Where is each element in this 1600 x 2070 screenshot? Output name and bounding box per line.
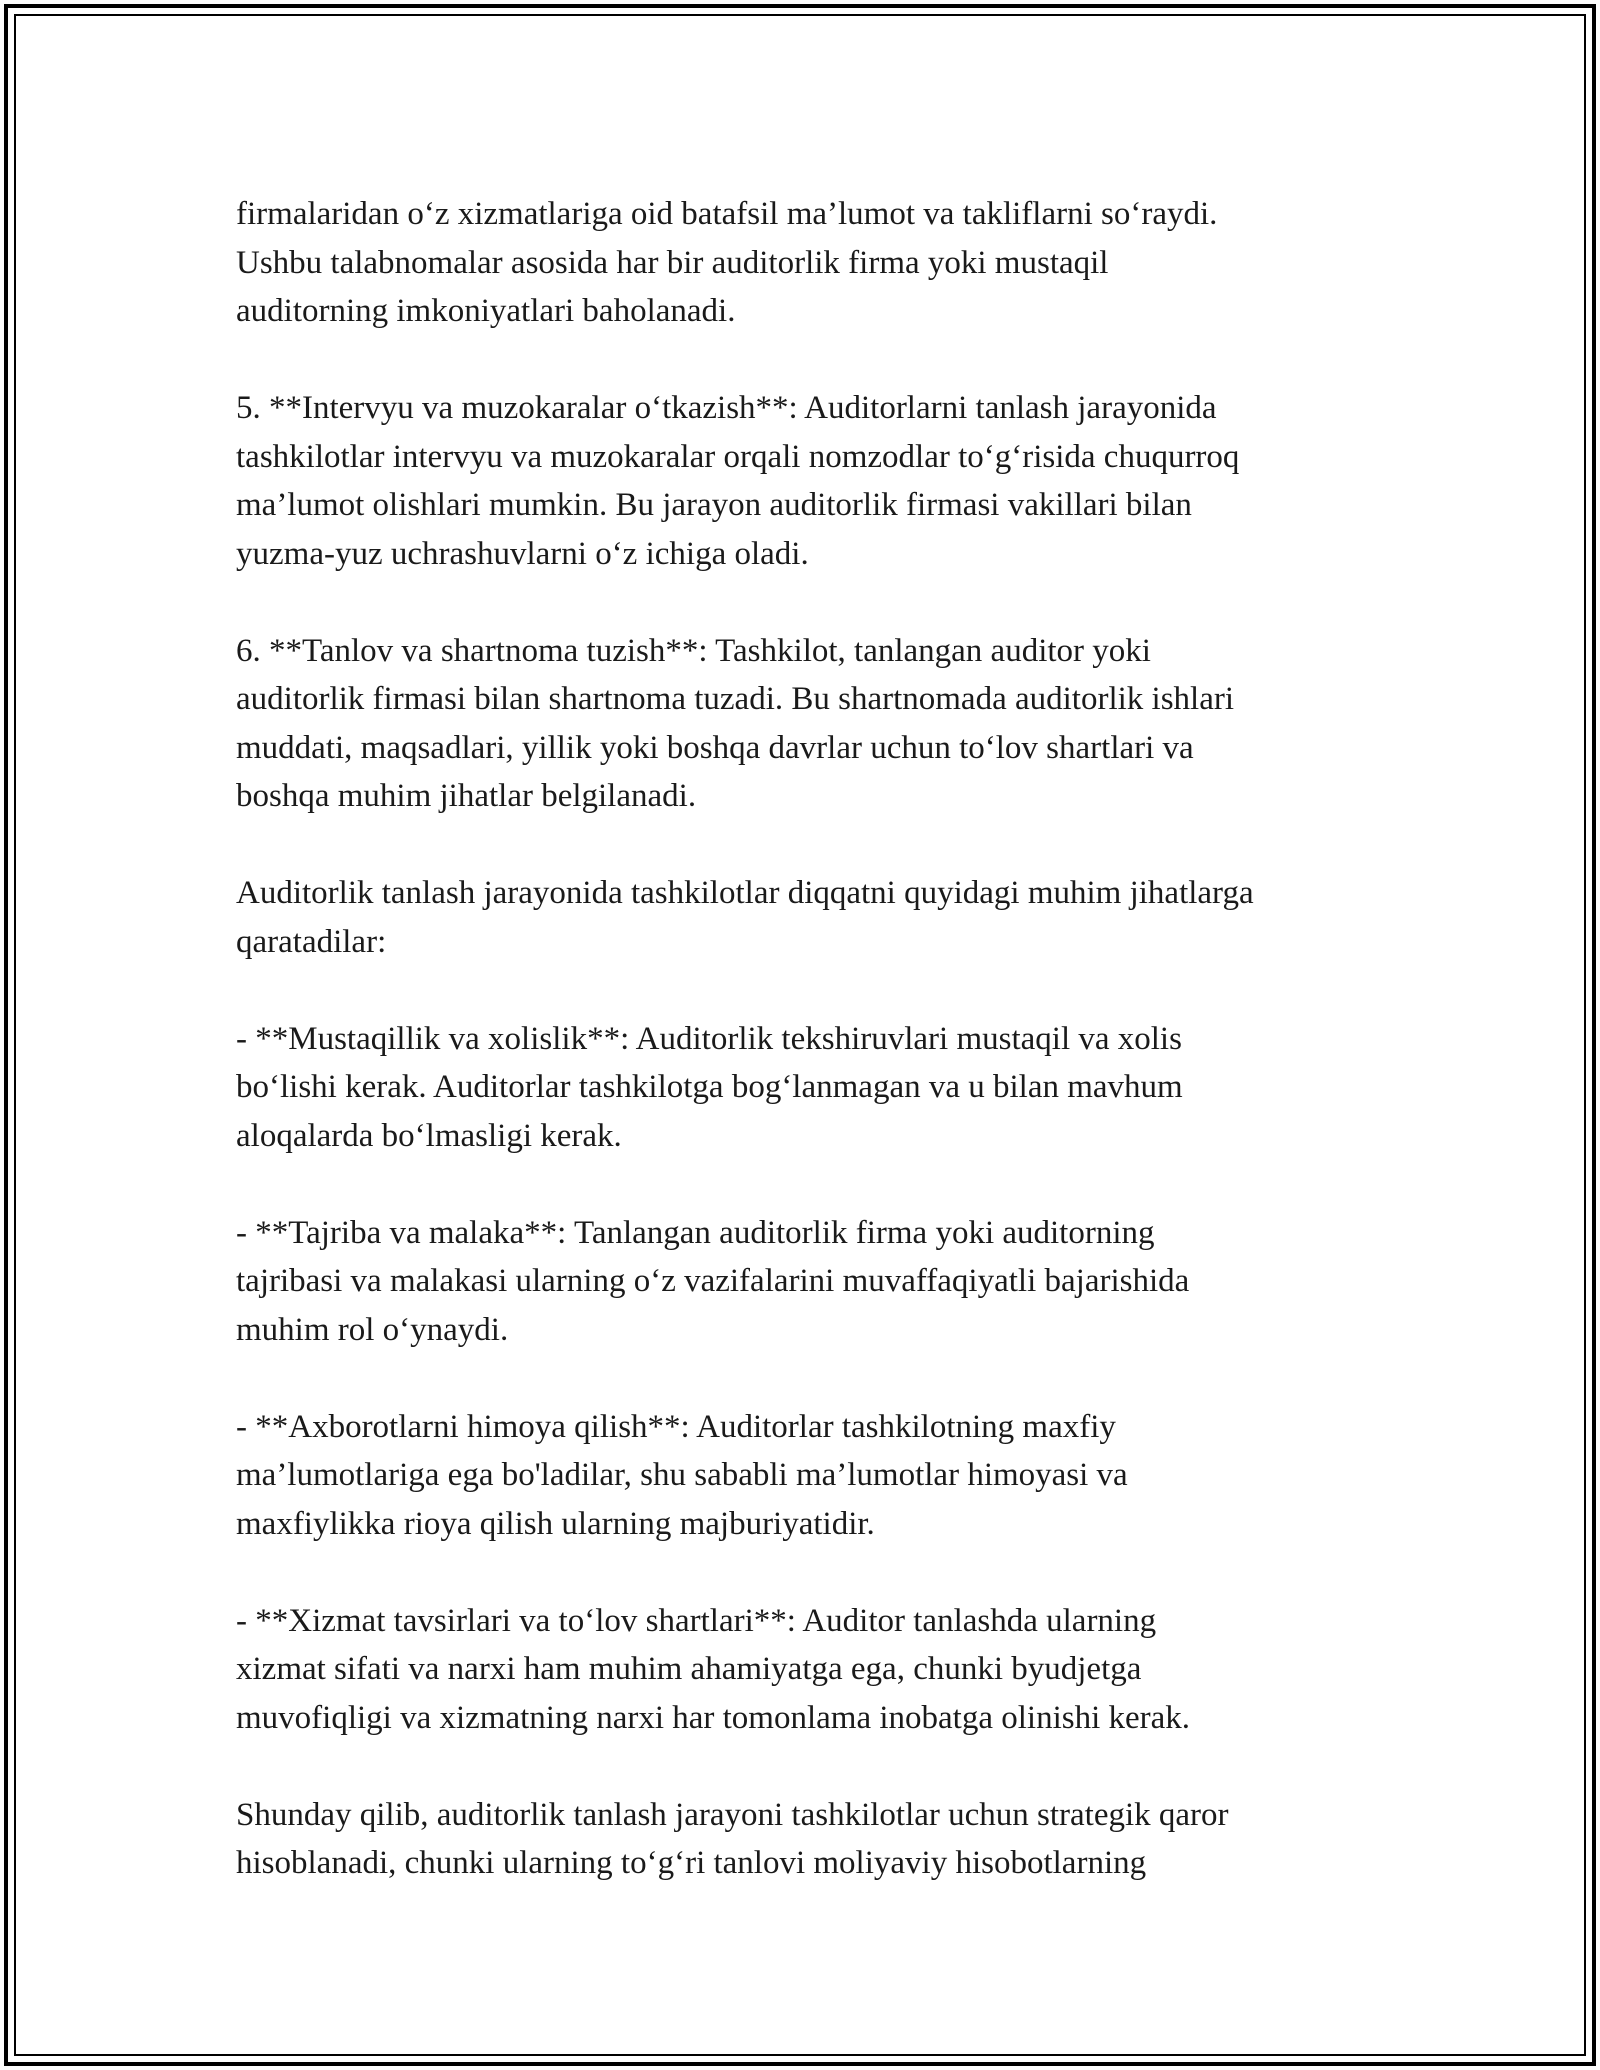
paragraph-independence: - **Mustaqillik va xolislik**: Auditorlik tekshiruvlari mustaqil va xolis bo‘lishi kerak. Auditorlar tashkilotga bog‘lanmagan va u bilan mavhum aloqalarda bo‘lmasligi kerak. <box>236 1020 1183 1154</box>
paragraph-experience: - **Tajriba va malaka**: Tanlangan auditorlik firma yoki auditorning tajribasi va malakasi ularning o‘z vazifalarini muvaffaqiyatli bajarishida muhim rol o‘ynaydi. <box>236 1214 1190 1348</box>
paragraph-selection-contract: 6. **Tanlov va shartnoma tuzish**: Tashkilot, tanlangan auditor yoki auditorlik firmasi bilan shartnoma tuzadi. Bu shartnomada auditorlik ishlari muddati, maqsadlari, yillik yoki boshqa davrlar uchun to‘lov shartlari va boshqa muhim jihatlar belgilanadi. <box>236 632 1235 814</box>
paragraph-request-continuation: firmalaridan o‘z xizmatlariga oid batafsil ma’lumot va takliflarni so‘raydi. Ushbu talabnomalar asosida har bir auditorlik firma yoki mustaqil auditorning imkoniyatlari baholanadi. <box>236 196 1218 329</box>
paragraph-interviews: 5. **Intervyu va muzokaralar o‘tkazish**: Auditorlarni tanlash jarayonida tashkilotlar intervyu va muzokaralar orqali nomzodlar to‘g‘risida chuqurroq ma’lumot olishlari mumkin. Bu jarayon auditorlik firmasi vakillari bilan yuzma-yuz uchrashuvlarni o‘z ichiga oladi. <box>236 390 1240 572</box>
document-body <box>236 190 1396 1888</box>
paragraph-key-aspects-intro: Auditorlik tanlash jarayonida tashkilotlar diqqatni quyidagi muhim jihatlarga qaratadilar: <box>236 875 1254 960</box>
paragraph-information-protection: - **Axborotlarni himoya qilish**: Auditorlar tashkilotning maxfiy ma’lumotlariga ega bo'ladilar, shu sababli ma’lumotlar himoyasi va maxfiylikka rioya qilish ularning majburiyatidir. <box>236 1408 1128 1542</box>
paragraph-service-fees: - **Xizmat tavsirlari va to‘lov shartlari**: Auditor tanlashda ularning xizmat sifati va narxi ham muhim ahamiyatga ega, chunki byudjetga muvofiqligi va xizmatning narxi har tomonlama inobatga olinishi kerak. <box>236 1602 1191 1736</box>
paragraph-conclusion: Shunday qilib, auditorlik tanlash jarayoni tashkilotlar uchun strategik qaror hisoblanadi, chunki ularning to‘g‘ri tanlovi moliyaviy hisobotlarning <box>236 1796 1229 1881</box>
